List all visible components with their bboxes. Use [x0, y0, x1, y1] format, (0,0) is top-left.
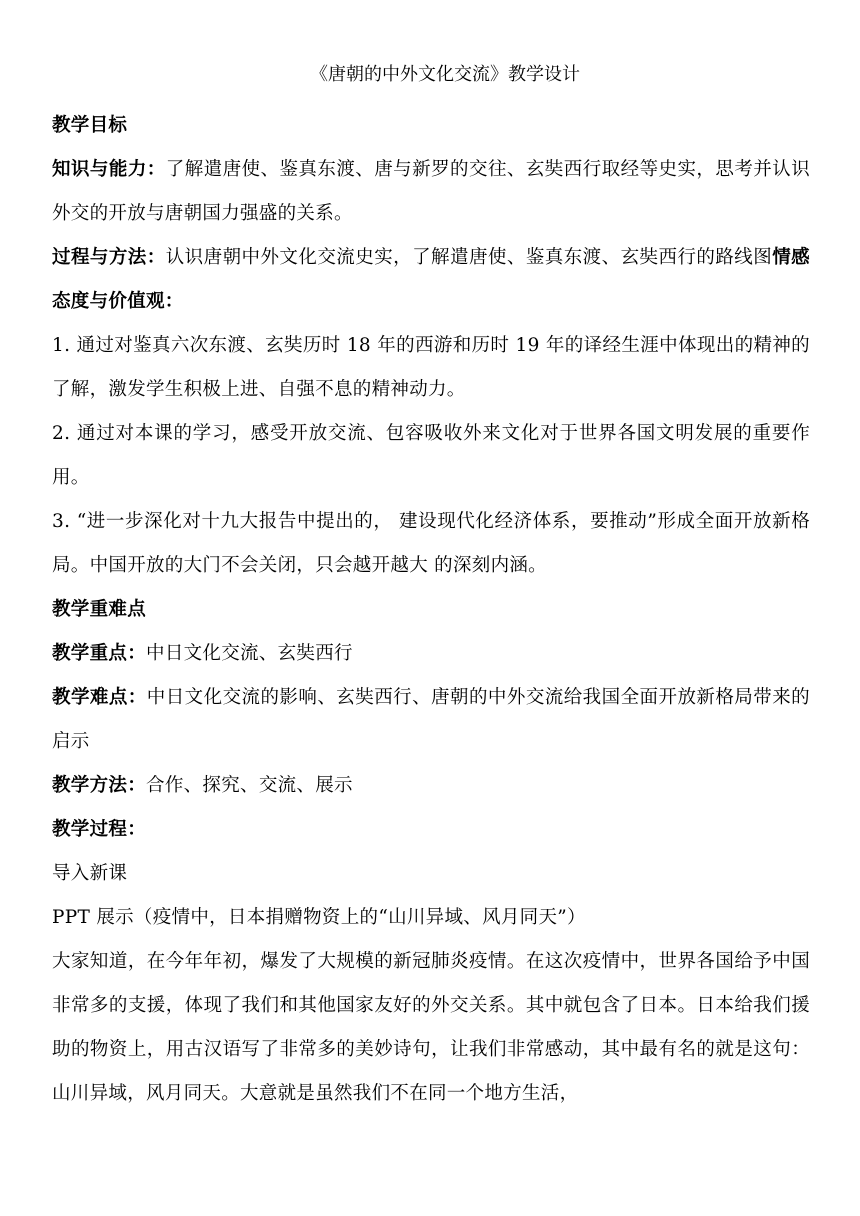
- list-item: 1. 通过对鉴真六次东渡、玄奘历时 18 年的西游和历时 19 年的译经生涯中体现出的精神的了解，激发学生积极上进、自强不息的精神动力。: [52, 335, 810, 400]
- key-text: 中日文化交流、玄奘西行: [146, 643, 353, 664]
- list-item: 2. 通过对本课的学习，感受开放交流、包容吸收外来文化对于世界各国文明发展的重要作用。: [52, 423, 810, 488]
- key-label: 教学重点：: [52, 643, 147, 664]
- section-heading-key-points: 教学重难点: [52, 599, 147, 620]
- document-title: 《唐朝的中外文化交流》教学设计: [310, 64, 580, 85]
- emotion-label: 情感态度与价值观：: [52, 247, 810, 312]
- method-label: 教学方法：: [52, 775, 147, 796]
- method-paragraph: [52, 764, 810, 808]
- intro-line: 导入新课: [52, 863, 128, 884]
- list-item: 3. “进一步深化对十九大报告中提出的， 建设现代化经济体系，要推动”形成全面开放新格局。中国开放的大门不会关闭，只会越开越大 的深刻内涵。: [52, 511, 810, 576]
- process-label: 过程与方法：: [52, 247, 166, 268]
- section-heading-process: 教学过程：: [52, 819, 147, 840]
- process-text: 认识唐朝中外文化交流史实，了解遣唐使、鉴真东渡、玄奘西行的路线图: [165, 247, 773, 268]
- difficulty-text: 中日文化交流的影响、玄奘西行、唐朝的中外交流给我国全面开放新格局带来的启示: [52, 687, 810, 752]
- process-method-paragraph: [52, 236, 810, 324]
- body-paragraph: 大家知道，在今年年初，爆发了大规模的新冠肺炎疫情。在这次疫情中，世界各国给予中国非常多的支援，体现了我们和其他国家友好的外交关系。其中就包含了日本。日本给我们援助的物资上，用古汉语写了非常多的美妙诗句，让我们非常感动，其中最有名的就是这句：山川异域，风月同天。大意就是虽然我们不在同一个地方生活，: [52, 951, 810, 1104]
- method-text: 合作、探究、交流、展示: [146, 775, 353, 796]
- ppt-line: PPT 展示（疫情中，日本捐赠物资上的“山川异域、风月同天”）: [52, 907, 586, 928]
- key-point-paragraph: [52, 632, 810, 676]
- knowledge-label: 知识与能力：: [52, 159, 166, 180]
- section-heading-objectives: 教学目标: [52, 115, 128, 136]
- difficulty-paragraph: [52, 676, 810, 764]
- knowledge-ability-paragraph: [52, 148, 810, 236]
- document-page: [52, 60, 810, 1116]
- knowledge-text: 了解遣唐使、鉴真东渡、唐与新罗的交往、玄奘西行取经等史实，思考并认识外交的开放与唐朝国力强盛的关系。: [52, 159, 811, 224]
- difficulty-label: 教学难点：: [52, 687, 147, 708]
